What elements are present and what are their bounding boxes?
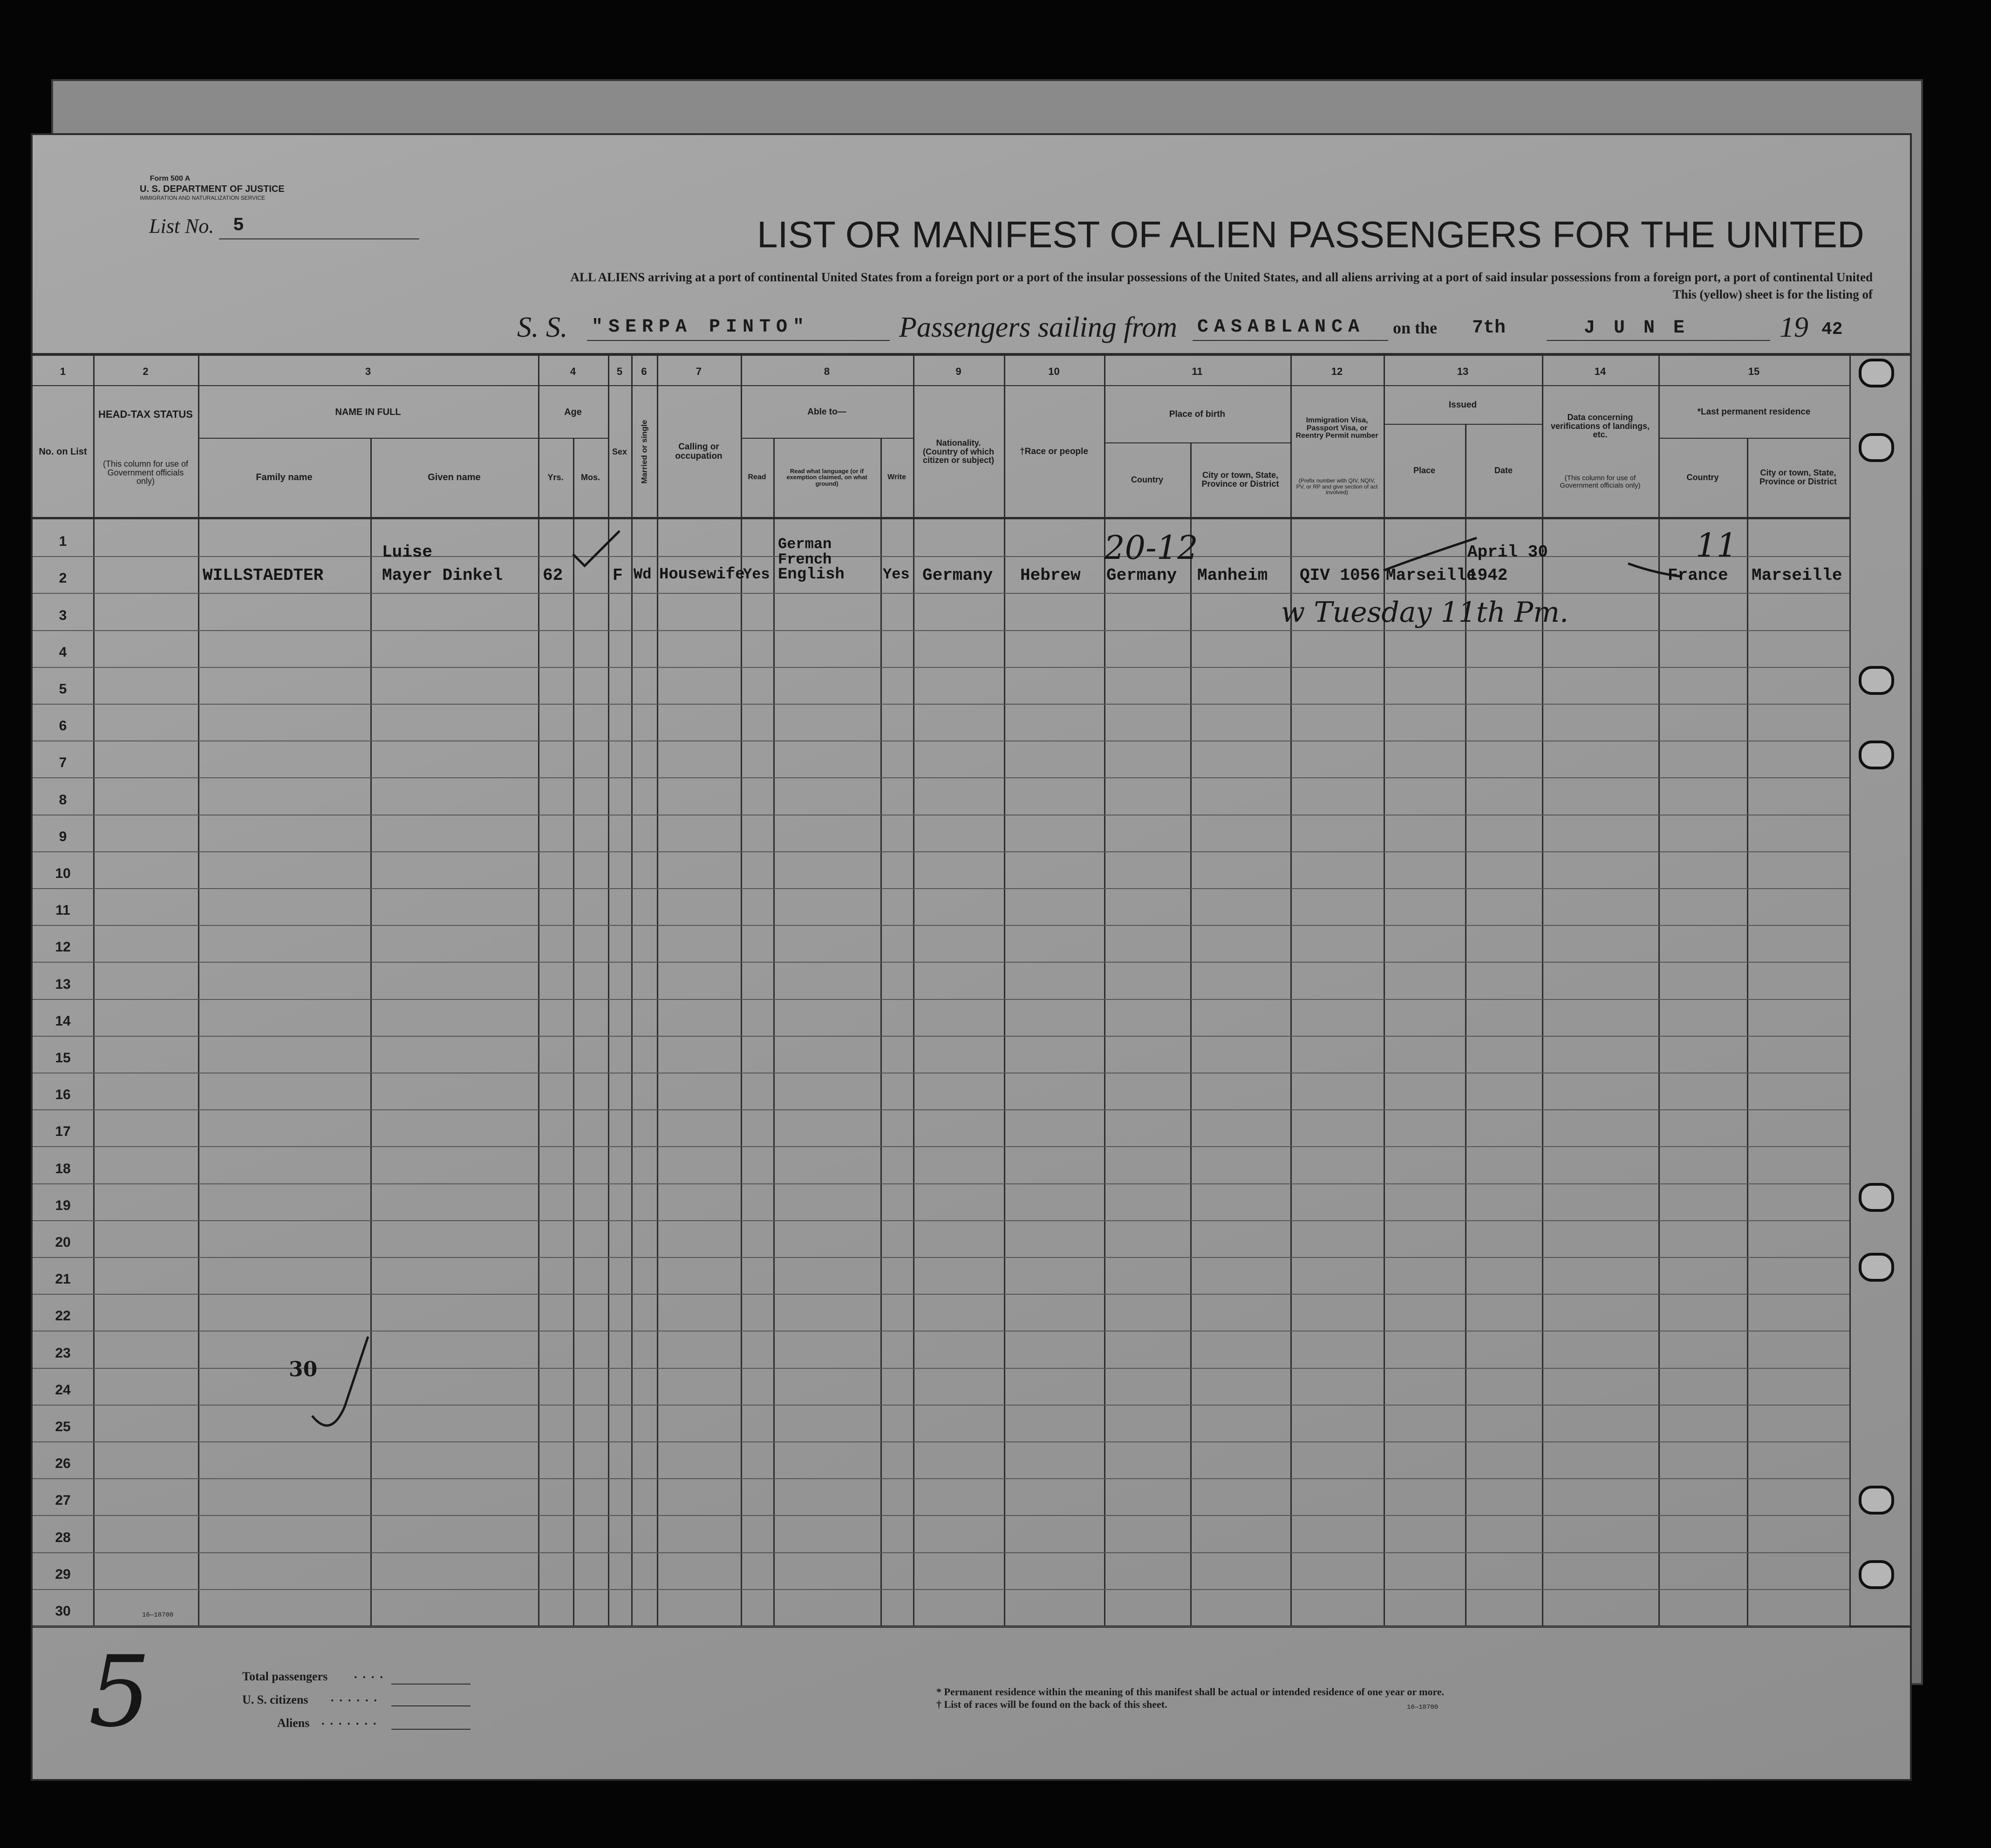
checkmark-icon [568, 526, 624, 573]
nationality-cell: Germany [922, 566, 993, 585]
total-passengers-label: Total passengers [242, 1670, 328, 1683]
row-number: 2 [59, 571, 67, 586]
header-last-residence: *Last permanent residence [1697, 407, 1811, 417]
col-divider [1190, 442, 1192, 1625]
row-rule [33, 1183, 1849, 1184]
row-rule [33, 777, 1849, 778]
column-number: 13 [1457, 365, 1469, 377]
tally-check-icon [303, 1327, 377, 1444]
language-cell-3: English [778, 566, 845, 584]
col-divider [198, 356, 199, 1625]
column-number: 12 [1331, 365, 1343, 377]
row-rule [33, 888, 1849, 889]
able-subrule [741, 438, 913, 439]
row-number: 10 [55, 866, 71, 881]
header-given-name: Given name [428, 472, 481, 482]
header-calling: Calling or occupation [675, 442, 723, 461]
col-divider [1747, 438, 1748, 1625]
row-number: 5 [59, 681, 67, 697]
row-number: 1 [59, 534, 67, 549]
row-rule [33, 1146, 1849, 1147]
age-subrule [538, 438, 608, 439]
column-number: 5 [616, 365, 623, 377]
row-number: 17 [55, 1124, 71, 1139]
header-able-to: Able to— [807, 407, 846, 417]
col-divider [538, 356, 539, 1625]
departure-port: CASABLANCA [1197, 317, 1365, 338]
residence-subrule [1658, 438, 1849, 439]
punch-hole-icon [1859, 433, 1894, 462]
header-bottom-rule [33, 517, 1849, 519]
birth-annotation: 20-12 [1104, 529, 1198, 567]
list-number: 5 [233, 215, 245, 236]
row-number: 30 [55, 1603, 71, 1619]
row-number: 24 [55, 1382, 71, 1398]
header-read-language: Read what language (or if exemption claimed, on what ground) [786, 467, 867, 487]
total-passengers-line [391, 1684, 470, 1685]
header-married: Married or single [640, 420, 649, 484]
row-rule [33, 1109, 1849, 1110]
row-number: 26 [55, 1456, 71, 1471]
handwritten-note: w Tuesday 11th Pm. [1281, 596, 1569, 629]
col-divider [1658, 356, 1660, 1625]
row-number: 22 [55, 1308, 71, 1324]
manifest-subtitle: ALL ALIENS arriving at a port of continental United States from a foreign port or a port of the insular possessions of the United States, and all aliens arriving at a port of said insular possessions from a foreign port, a port of continental United [570, 270, 1873, 284]
column-number-rule [33, 385, 1849, 386]
birth-subrule [1104, 442, 1290, 443]
row-number: 13 [55, 977, 71, 992]
col-divider [1849, 356, 1851, 1625]
sex-cell: F [613, 566, 623, 585]
sailing-day: 7th [1472, 318, 1506, 339]
row-number: 19 [55, 1198, 71, 1213]
header-nationality: Nationality. (Country of which citizen or subject) [922, 438, 995, 465]
language-cell: German [778, 536, 832, 553]
column-number: 1 [60, 365, 66, 377]
header-issued-date: Date [1494, 465, 1513, 475]
language-cell-2: French [778, 551, 832, 568]
header-write: Write [887, 473, 906, 481]
list-label: List No. [149, 215, 214, 238]
header-res-city: City or town, State, Province or District [1759, 468, 1837, 486]
row-rule [33, 925, 1849, 926]
punch-hole-icon [1859, 1253, 1894, 1282]
row-rule [33, 1036, 1849, 1037]
us-citizens-line [391, 1705, 470, 1706]
column-number: 3 [365, 365, 371, 377]
row-number: 21 [55, 1271, 71, 1287]
race-cell: Hebrew [1020, 566, 1081, 585]
header-head-tax-note: (This column for use of Government officials only) [102, 459, 189, 486]
tally-annotation: 30 [289, 1358, 318, 1381]
row-rule [33, 1626, 1849, 1627]
corner-print-code: 16—18700 [142, 1611, 174, 1619]
header-no-on-list: No. on List [39, 446, 87, 457]
row-rule [33, 704, 1849, 705]
header-birth-city: City or town, State, Province or District [1201, 470, 1279, 489]
birth-city-cell: Manheim [1197, 566, 1268, 585]
read-cell: Yes [743, 566, 770, 583]
service-name: IMMIGRATION AND NATURALIZATION SERVICE [140, 195, 266, 201]
year-suffix: 42 [1821, 319, 1843, 340]
department-name: U. S. DEPARTMENT OF JUSTICE [140, 184, 285, 194]
row-number: 9 [59, 829, 67, 844]
punch-hole-icon [1859, 359, 1894, 387]
row-rule [33, 962, 1849, 963]
header-visa-note: (Prefix number with QIV, NQIV, PV, or RP and give section of act involved) [1296, 477, 1378, 496]
header-age: Age [564, 407, 582, 417]
row-rule [33, 630, 1849, 631]
col-divider [631, 356, 633, 1625]
residence-city-cell: Marseille [1752, 566, 1842, 585]
row-rule [33, 1294, 1849, 1295]
family-name-cell: WILLSTAEDTER [203, 566, 324, 585]
column-number: 7 [695, 365, 702, 377]
header-family-name: Family name [256, 472, 313, 482]
marital-status-cell: Wd [634, 566, 652, 583]
column-number: 10 [1048, 365, 1060, 377]
punch-hole-icon [1859, 666, 1894, 695]
row-number: 20 [55, 1235, 71, 1250]
column-number: 4 [570, 365, 576, 377]
visa-tick-icon [1379, 529, 1486, 580]
aliens-line [391, 1729, 470, 1730]
header-head-tax: HEAD-TAX STATUS [98, 408, 193, 421]
row-rule [33, 1552, 1849, 1553]
month-underline [1547, 340, 1770, 341]
write-cell: Yes [883, 566, 910, 583]
col-divider [657, 356, 658, 1625]
residence-annotation: 11 [1696, 526, 1738, 564]
row-number: 18 [55, 1161, 71, 1176]
header-landing-data: Data concerning verifications of landings, etc. [1550, 412, 1650, 440]
issued-date-cell-2: 1942 [1467, 566, 1508, 585]
footnote-residence: * Permanent residence within the meaning of this manifest shall be actual or intended residence of one year or more. [936, 1686, 1445, 1698]
form-number: Form 500 A [150, 175, 191, 183]
row-rule [33, 1220, 1849, 1221]
col-divider [741, 356, 742, 1625]
column-number: 6 [641, 365, 647, 377]
header-age-mos: Mos. [580, 472, 600, 482]
row-number: 28 [55, 1530, 71, 1545]
row-rule [33, 1589, 1849, 1590]
ship-name: "SERPA PINTO" [592, 317, 810, 338]
manifest-sheet [33, 135, 1910, 1779]
col-divider [773, 438, 775, 1625]
header-issued: Issued [1448, 400, 1477, 410]
port-underline [1193, 340, 1388, 341]
name-subrule [198, 438, 538, 439]
row-rule [33, 1257, 1849, 1258]
header-married-wrap [632, 389, 656, 515]
dotted-leader: ....... [321, 1714, 382, 1727]
footnote-races: † List of races will be found on the back of this sheet. [936, 1699, 1167, 1710]
column-number: 9 [955, 365, 961, 377]
manifest-subtitle-2: This (yellow) sheet is for the listing of [1672, 287, 1873, 301]
header-issued-place: Place [1413, 465, 1436, 475]
header-age-yrs: Yrs. [547, 472, 564, 482]
row-rule [33, 1478, 1849, 1479]
given-name-cell: Luise [382, 543, 433, 562]
dotted-leader: ...... [331, 1691, 382, 1704]
issued-place-cell: Marseille [1386, 566, 1477, 585]
row-number: 3 [59, 608, 67, 623]
row-number: 29 [55, 1567, 71, 1582]
row-rule [33, 1515, 1849, 1516]
ship-prefix: S. S. [517, 312, 568, 343]
row-rule [33, 999, 1849, 1000]
col-divider [913, 356, 914, 1625]
residence-country-cell: France [1668, 566, 1728, 585]
list-underline [219, 238, 419, 239]
header-birth-country: Country [1131, 475, 1163, 484]
given-name-cell-2: Mayer Dinkel [382, 566, 503, 585]
table-top-rule [33, 353, 1910, 356]
punch-hole-icon [1859, 1183, 1894, 1212]
margin-annotation: 5 [89, 1635, 151, 1749]
column-number: 8 [824, 365, 830, 377]
column-number: 15 [1748, 365, 1760, 377]
issued-subrule [1384, 424, 1542, 425]
row-number: 25 [55, 1419, 71, 1434]
header-landing-note: (This column for use of Government officials only) [1560, 474, 1641, 489]
residence-tick-icon [1626, 559, 1686, 582]
row-number: 16 [55, 1087, 71, 1102]
row-rule [33, 851, 1849, 852]
us-citizens-label: U. S. citizens [242, 1693, 308, 1706]
footer-print-code: 16—18700 [1407, 1704, 1439, 1711]
column-number: 2 [143, 365, 149, 377]
row-number: 11 [55, 903, 70, 918]
visa-cell: QIV 1056 [1300, 566, 1380, 585]
age-years-cell: 62 [543, 566, 563, 585]
aliens-label: Aliens [277, 1716, 310, 1730]
birth-country-cell: Germany [1106, 566, 1177, 585]
punch-hole-icon [1859, 1560, 1894, 1589]
punch-hole-icon [1859, 1486, 1894, 1515]
row-number: 8 [59, 792, 67, 808]
sailing-text: Passengers sailing from [899, 312, 1178, 343]
header-res-country: Country [1686, 472, 1719, 482]
header-race: †Race or people [1020, 447, 1088, 457]
row-number: 14 [55, 1013, 71, 1029]
issued-date-cell: April 30 [1467, 543, 1548, 562]
row-number: 4 [59, 645, 67, 660]
header-sex: Sex [612, 447, 627, 456]
col-divider [370, 438, 372, 1625]
manifest-title: LIST OR MANIFEST OF ALIEN PASSENGERS FOR THE UNITED [757, 214, 1864, 255]
on-the-text: on the [1393, 319, 1438, 337]
row-number: 7 [59, 755, 67, 770]
row-number: 12 [55, 939, 71, 955]
ship-underline [587, 340, 890, 341]
col-divider [1004, 356, 1005, 1625]
col-divider [1290, 356, 1292, 1625]
header-name-in-full: NAME IN FULL [335, 407, 401, 417]
row-rule [33, 556, 1849, 557]
col-divider [93, 356, 95, 1625]
row-number: 15 [55, 1050, 71, 1066]
header-place-of-birth: Place of birth [1169, 409, 1226, 420]
header-read: Read [748, 473, 766, 481]
row-number: 23 [55, 1345, 71, 1361]
sailing-month: JUNE [1584, 318, 1704, 339]
dotted-leader: .... [354, 1667, 389, 1681]
occupation-cell: Housewife [659, 566, 745, 584]
row-number: 6 [59, 718, 67, 734]
col-divider [573, 438, 574, 1625]
row-rule [33, 667, 1849, 668]
row-number: 27 [55, 1493, 71, 1508]
year-prefix: 19 [1780, 312, 1808, 343]
column-number: 11 [1192, 365, 1203, 377]
header-visa: Immigration Visa, Passport Visa, or Reentry Permit number [1296, 416, 1378, 440]
column-number: 14 [1594, 365, 1606, 377]
row-rule [33, 593, 1849, 594]
col-divider [880, 438, 882, 1625]
punch-hole-icon [1859, 741, 1894, 769]
